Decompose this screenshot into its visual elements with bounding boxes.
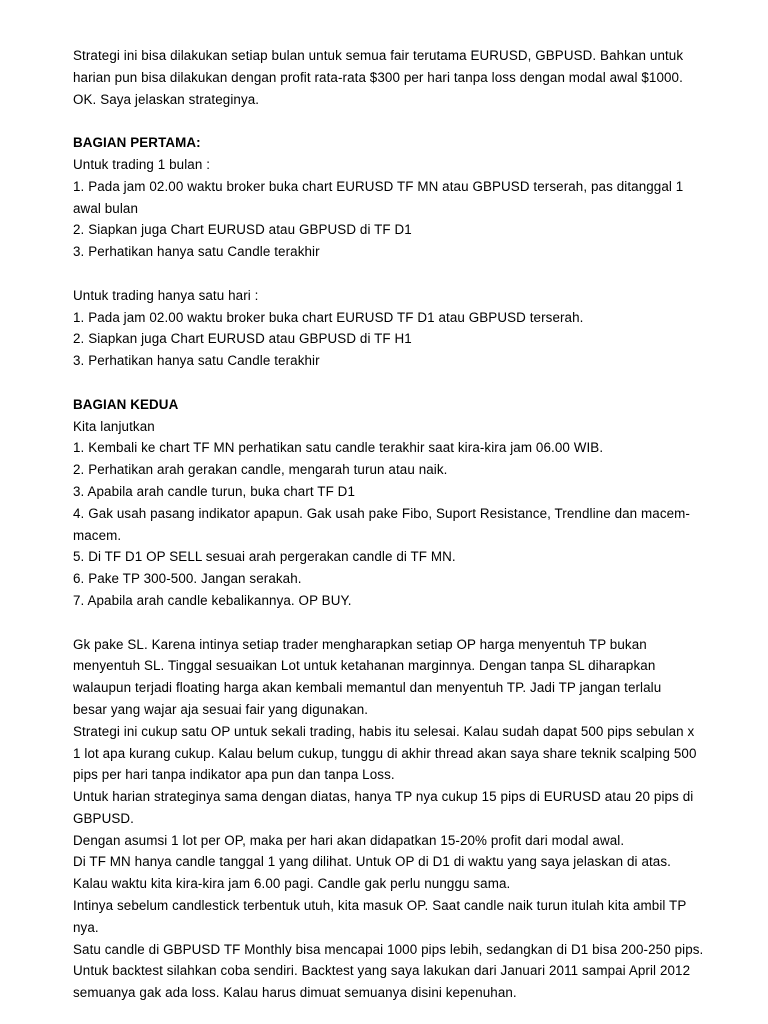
body-line: Satu candle di GBPUSD TF Monthly bisa mencapai 1000 pips lebih, sedangkan di D1 bisa 200-250 pips. (73, 941, 704, 957)
intro-line: OK. Saya jelaskan strateginya. (73, 91, 260, 107)
body-line: Untuk backtest silahkan coba sendiri. Backtest yang saya lakukan dari Januari 2011 sampai April 2012 (73, 963, 691, 979)
monthly-trading-title: Untuk trading 1 bulan : (73, 156, 211, 172)
body-line: Dengan asumsi 1 lot per OP, maka per hari akan didapatkan 15-20% profit dari modal awal. (73, 832, 625, 848)
daily-trading-title: Untuk trading hanya satu hari : (73, 287, 259, 303)
list-item: 3. Apabila arah candle turun, buka chart TF D1 (73, 483, 356, 499)
body-line: walaupun terjadi floating harga akan kembali memantul dan menyentuh TP. Jadi TP jangan terlalu (73, 680, 662, 696)
list-item: awal bulan (73, 200, 139, 216)
section-heading-part1: BAGIAN PERTAMA: (73, 135, 201, 151)
list-item: 5. Di TF D1 OP SELL sesuai arah pergerakan candle di TF MN. (73, 549, 456, 565)
body-line: Di TF MN hanya candle tanggal 1 yang dilihat. Untuk OP di D1 di waktu yang saya jelaskan di atas. (73, 854, 671, 870)
document-page (73, 45, 723, 1004)
body-line: semuanya gak ada loss. Kalau harus dimuat semuanya disini kepenuhan. (73, 985, 517, 1001)
body-line: besar yang wajar aja sesuai fair yang digunakan. (73, 701, 369, 717)
paragraph-gap (73, 612, 723, 634)
intro-line: harian pun bisa dilakukan dengan profit rata-rata $300 per hari tanpa loss dengan modal awal $1000. (73, 69, 683, 85)
body-line: Intinya sebelum candlestick terbentuk utuh, kita masuk OP. Saat candle naik turun itulah kita ambil TP (73, 898, 687, 914)
body-line: nya. (73, 919, 99, 935)
section-heading-part2: BAGIAN KEDUA (73, 396, 179, 412)
list-item: 1. Kembali ke chart TF MN perhatikan satu candle terakhir saat kira-kira jam 06.00 WIB. (73, 440, 604, 456)
body-line: 1 lot apa kurang cukup. Kalau belum cukup, tunggu di akhir thread akan saya share teknik scalping 500 (73, 745, 697, 761)
paragraph-gap (73, 110, 723, 132)
list-item: 6. Pake TP 300-500. Jangan serakah. (73, 571, 302, 587)
list-item: Kita lanjutkan (73, 418, 155, 434)
body-line: Kalau waktu kita kira-kira jam 6.00 pagi. Candle gak perlu nunggu sama. (73, 876, 511, 892)
body-line: Gk pake SL. Karena intinya setiap trader mengharapkan setiap OP harga menyentuh TP bukan (73, 636, 647, 652)
body-line: Untuk harian strateginya sama dengan diatas, hanya TP nya cukup 15 pips di EURUSD atau 20 pips di (73, 789, 694, 805)
body-line: Strategi ini cukup satu OP untuk sekali trading, habis itu selesai. Kalau sudah dapat 500 pips sebulan x (73, 723, 695, 739)
list-item: 2. Perhatikan arah gerakan candle, mengarah turun atau naik. (73, 462, 448, 478)
intro-line: Strategi ini bisa dilakukan setiap bulan untuk semua fair terutama EURUSD, GBPUSD. Bahkan untuk (73, 48, 684, 63)
list-item: 2. Siapkan juga Chart EURUSD atau GBPUSD di TF H1 (73, 331, 412, 347)
body-line: menyentuh SL. Tinggal sesuaikan Lot untuk ketahanan marginnya. Dengan tanpa SL diharapkan (73, 658, 656, 674)
list-item: 1. Pada jam 02.00 waktu broker buka chart EURUSD TF MN atau GBPUSD terserah, pas ditanggal 1 (73, 178, 684, 194)
list-item: 4. Gak usah pasang indikator apapun. Gak usah pake Fibo, Suport Resistance, Trendline dan macem- (73, 505, 690, 521)
list-item: 7. Apabila arah candle kebalikannya. OP BUY. (73, 592, 352, 608)
paragraph-gap (73, 372, 723, 394)
list-item: macem. (73, 527, 122, 543)
body-line: pips per hari tanpa indikator apa pun dan tanpa Loss. (73, 767, 395, 783)
paragraph-gap (73, 263, 723, 285)
list-item: 1. Pada jam 02.00 waktu broker buka chart EURUSD TF D1 atau GBPUSD terserah. (73, 309, 584, 325)
list-item: 3. Perhatikan hanya satu Candle terakhir (73, 353, 320, 369)
body-line: GBPUSD. (73, 810, 134, 826)
list-item: 3. Perhatikan hanya satu Candle terakhir (73, 244, 320, 260)
list-item: 2. Siapkan juga Chart EURUSD atau GBPUSD di TF D1 (73, 222, 412, 238)
